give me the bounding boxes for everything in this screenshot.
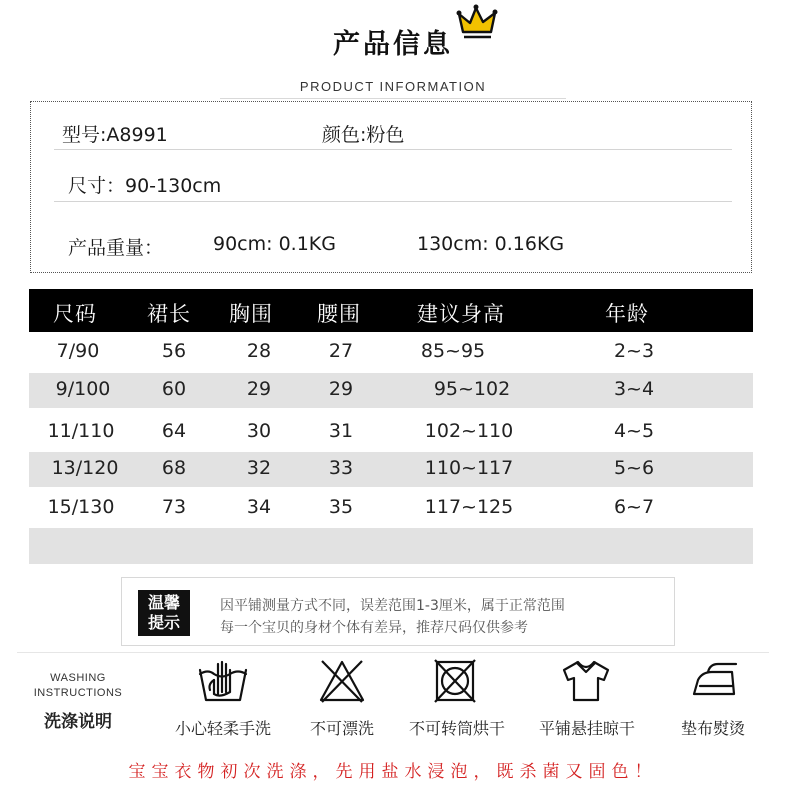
- washing-label: 垫布熨烫: [680, 719, 745, 738]
- table-cell: 2~3: [613, 340, 655, 362]
- no-bleach-icon: [318, 658, 366, 704]
- divider: [54, 201, 732, 202]
- flat-dry-icon: [560, 658, 612, 704]
- table-row-empty: [29, 528, 753, 564]
- size-table-header: [29, 289, 753, 332]
- table-cell: 6~7: [613, 496, 655, 518]
- table-cell: 15/130: [47, 496, 115, 518]
- page-subtitle: PRODUCT INFORMATION: [299, 79, 487, 94]
- crown-icon: [454, 2, 500, 42]
- table-cell: 31: [328, 420, 354, 442]
- table-cell: 34: [246, 496, 272, 518]
- table-cell: 110~117: [424, 457, 514, 479]
- table-row: [29, 452, 753, 487]
- table-cell: 117~125: [424, 496, 514, 518]
- column-header-height: 建议身高: [417, 302, 505, 326]
- iron-icon: [688, 658, 740, 704]
- footer-note: 宝宝衣物初次洗涤，先用盐水浸泡，既杀菌又固色！: [128, 762, 658, 782]
- table-cell: 4~5: [613, 420, 655, 442]
- page-title: 产品信息: [333, 29, 453, 60]
- table-cell: 27: [328, 340, 354, 362]
- table-cell: 9/100: [55, 378, 111, 400]
- table-cell: 32: [246, 457, 272, 479]
- table-cell: 35: [328, 496, 354, 518]
- table-cell: 13/120: [51, 457, 119, 479]
- table-row: [29, 491, 753, 526]
- weight-label: 产品重量：: [68, 237, 164, 259]
- divider: [220, 98, 566, 99]
- weight-130: 130cm: 0.16KG: [417, 233, 565, 255]
- washing-title-zh: 洗涤说明: [44, 712, 112, 732]
- table-cell: 73: [161, 496, 187, 518]
- size-range: 尺寸：90-130cm: [68, 175, 222, 197]
- washing-title-en: INSTRUCTIONS: [33, 687, 123, 699]
- tip-text-line: 每一个宝贝的身材个体有差异，推荐尺码仅供参考: [220, 620, 528, 636]
- washing-section: [17, 652, 769, 754]
- table-cell: 29: [328, 378, 354, 400]
- tip-badge: [138, 590, 190, 636]
- table-row: [29, 415, 753, 450]
- table-cell: 60: [161, 378, 187, 400]
- divider: [54, 149, 732, 150]
- table-cell: 7/90: [56, 340, 100, 362]
- hand-wash-icon: [196, 658, 250, 704]
- table-cell: 64: [161, 420, 187, 442]
- table-cell: 28: [246, 340, 272, 362]
- column-header-waist: 腰围: [317, 302, 361, 326]
- table-cell: 33: [328, 457, 354, 479]
- table-cell: 102~110: [424, 420, 514, 442]
- column-header-chest: 胸围: [229, 302, 273, 326]
- table-cell: 85~95: [420, 340, 486, 362]
- table-cell: 30: [246, 420, 272, 442]
- tip-badge-line: 温馨: [147, 593, 180, 612]
- product-color: 颜色:粉色: [322, 124, 405, 146]
- table-cell: 68: [161, 457, 187, 479]
- column-header-skirt-length: 裙长: [147, 302, 191, 326]
- model-number: 型号:A8991: [62, 124, 168, 146]
- tip-text-line: 因平铺测量方式不同，误差范围1-3厘米，属于正常范围: [220, 598, 565, 614]
- washing-title-en: WASHING: [50, 672, 106, 684]
- table-cell: 56: [161, 340, 187, 362]
- washing-label: 小心轻柔手洗: [174, 719, 271, 738]
- washing-label: 不可转筒烘干: [408, 719, 505, 738]
- washing-label: 平铺悬挂晾干: [538, 719, 635, 738]
- table-cell: 29: [246, 378, 272, 400]
- table-cell: 95~102: [433, 378, 511, 400]
- column-header-age: 年龄: [605, 302, 649, 326]
- table-cell: 3~4: [613, 378, 655, 400]
- table-cell: 5~6: [613, 457, 655, 479]
- washing-label: 不可漂洗: [309, 719, 374, 738]
- no-tumble-dry-icon: [431, 658, 479, 704]
- table-row: [29, 335, 753, 370]
- weight-90: 90cm: 0.1KG: [213, 233, 336, 255]
- tip-badge-line: 提示: [147, 613, 180, 632]
- column-header-size: 尺码: [53, 302, 97, 326]
- table-row: [29, 373, 753, 408]
- table-cell: 11/110: [47, 420, 115, 442]
